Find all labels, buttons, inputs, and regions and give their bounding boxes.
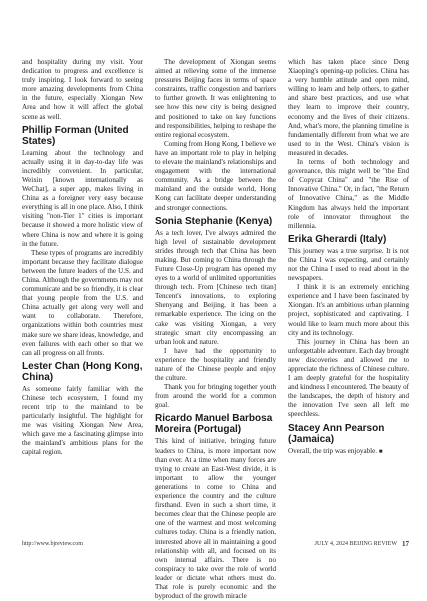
page-footer xyxy=(22,541,409,551)
paragraph: This journey was a true surprise. It is not the China I was expecting, and certainly not the China I used to read about in the newspapers. xyxy=(288,246,409,283)
paragraph xyxy=(288,447,409,457)
section-heading: Sonia Stephanie (Kenya) xyxy=(155,215,273,227)
section-heading: Phillip Forman (United States) xyxy=(22,124,129,147)
paragraph: As a tech lover, I've always admired the high level of sustainable development strides through tech that China has been making. But coming to China through the Future Close-Up program has opened my eyes to a world of unlimited opportunities through tech. From [Chinese tech titan] Tencent's innovations, to exploring Shenyang and Beijing, it has been a remarkable experience. The icing on the cake was visiting Xiongan, a very strategic smart city encompassing an urban look and nature. xyxy=(155,228,276,346)
paragraph: I have had the opportunity to experience the hospitality and friendly nature of the Chinese people and enjoy the culture. xyxy=(155,346,276,383)
paragraph: Coming from Hong Kong, I believe we have an important role to play in helping to elevate the mainland's relationships and engagement with the international community. As a bridge between the mainland and the outside world, Hong Kong can facilitate deeper understanding and stronger connections. xyxy=(155,139,276,212)
paragraph: I think it is an extremely enriching experience and I have been fascinated by Xiongan. It's an ambitious urban planning project, sophisticated and captivating. I would like to learn much more about this city and its technology. xyxy=(288,283,409,337)
column-2 xyxy=(155,58,276,601)
footer-url: http://www.bjreview.com xyxy=(22,541,83,547)
paragraph: This kind of initiative, bringing future leaders to China, is more important now than ever. At a time when many forces are trying to create an East-West divide, it is important to allow the younger generations to come to China and experience the country and the culture firsthand. Even in such a short time, it becomes clear that the Chinese people are one of the warmest and most welcoming cultures today. China is a friendly nation, interested above all in maintaining a good relationship with all, and focused on its own internal affairs. There is no conspiracy to take over the role of world leader or dictate what others must do. That role is purely economic and the byproduct of the growth miracle xyxy=(155,437,276,601)
page-number: 17 xyxy=(402,540,409,548)
paragraph: Thank you for bringing together youth from around the world for a common goal. xyxy=(155,383,276,410)
end-mark-icon: ■ xyxy=(378,448,383,455)
section-heading: Lester Chan (Hong Kong, China) xyxy=(22,360,143,383)
column-1 xyxy=(22,58,143,540)
paragraph: which has taken place since Deng Xiaoping's opening-up policies. China has a very humble attitude and open mind, willing to learn and help others, to gather and share best practices, and use what they learn to improve their country, economy and the lives of their citizens. And, what's more, the planning timeline is fundamentally different from what we are used to in the West. China's vision is measured in decades. xyxy=(288,58,409,157)
section-heading: Stacey Ann Pearson (Jamaica) xyxy=(288,422,385,445)
section-heading: Erika Gherardi (Italy) xyxy=(288,233,387,245)
paragraph: and hospitality during my visit. Your dedication to progress and excellence is truly inspiring. I look forward to seeing more amazing developments from China in the future, especially Xiongan New Area and how it will affect the global scene as well. xyxy=(22,58,143,121)
section-heading: Ricardo Manuel Barbosa Moreira (Portugal) xyxy=(155,413,273,436)
paragraph: Learning about the technology and actually using it in day-to-day life was incredibly convenient. In particular, Weixin [known internationally as WeChat], a super app, makes living in China as a foreigner very easy because everything is all in one place. Also, I think visiting "non-Tier 1" cities is important because it showed a more holistic view of where China is now and where it is going in the future. xyxy=(22,148,143,248)
paragraph-text: Overall, the trip was enjoyable. xyxy=(288,446,378,455)
paragraph: In terms of both technology and governance, this might well be "the End of Copycat China" and "the Rise of Innovative China." Or, in fact, "the Return of Innovative China," as the Middle Kingdom has always held the important role of innovator throughout the millennia. xyxy=(288,158,409,230)
paragraph: These types of programs are incredibly important because they facilitate dialogue between the future leaders of the U.S. and China. Although the governments may not communicate and be so friendly, it is clear that young people from the U.S. and China actually get along very well and want to collaborate. Therefore, organizations within both countries must make sure we share ideas, knowledge, and even failures with each other so that we can all progress on all fronts. xyxy=(22,248,143,357)
paragraph: This journey in China has been an unforgettable adventure. Each day brought new discoveries and allowed me to appreciate the richness of Chinese culture. I am deeply grateful for the hospitality and kindness I encountered. The beauty of the landscapes, the depth of history and the innovation I've seen all left me speechless. xyxy=(288,337,410,419)
paragraph: The development of Xiongan seems aimed at relieving some of the immense pressures Beijing faces in terms of space constraints, traffic congestion and barriers to further growth. It was enlightening to see how this new city is being designed and positioned to take on key functions and responsibilities, helping to reshape the entire regional ecosystem. xyxy=(155,58,276,139)
paragraph: As someone fairly familiar with the Chinese tech ecosystem, I found my recent trip to the mainland to be particularly insightful. The highlight for me was visiting Xiongan New Area, which gave me a fascinating glimpse into the mainland's ambitious plans for the capital region. xyxy=(22,384,143,457)
footer-issue: JULY 4, 2024 BEIJING REVIEW xyxy=(314,541,397,547)
column-3 xyxy=(288,58,409,540)
